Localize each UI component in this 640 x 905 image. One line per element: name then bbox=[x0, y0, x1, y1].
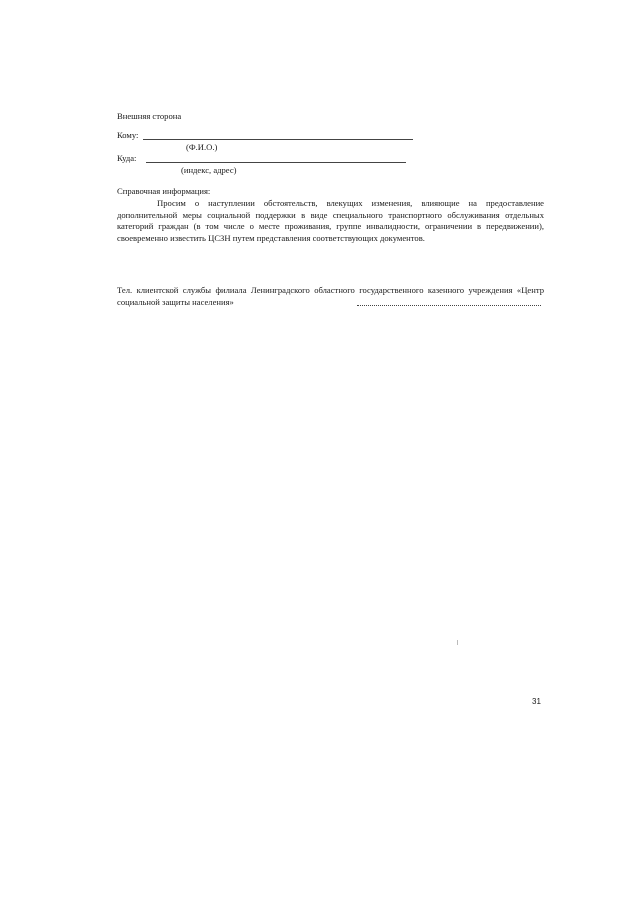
info-title: Справочная информация: bbox=[117, 186, 211, 196]
phone-text: Тел. клиентской службы филиала Ленинградского областного государственного казенного учреждения «Центр социальной защиты населения» bbox=[117, 285, 544, 307]
info-paragraph: Просим о наступлении обстоятельств, влекущих изменения, влияющие на предоставление дополнительной меры социальной поддержки в виде специального транспортного обслуживания отдельных категорий граждан (в том числе о месте проживания, группе инвалидности, ограничении в передвижении), своевременно известить ЦСЗН путем представления соответствующих документов. bbox=[117, 198, 544, 243]
page-number: 31 bbox=[532, 697, 541, 706]
where-label: Куда: bbox=[117, 153, 137, 163]
to-label: Кому: bbox=[117, 130, 139, 140]
phone-field-line bbox=[357, 305, 541, 306]
where-hint: (индекс, адрес) bbox=[181, 165, 237, 175]
scan-speck bbox=[457, 640, 458, 645]
where-field-line bbox=[146, 162, 406, 163]
to-hint: (Ф.И.О.) bbox=[186, 142, 218, 152]
to-field-line bbox=[143, 139, 413, 140]
heading-outer-side: Внешняя сторона bbox=[117, 111, 182, 121]
